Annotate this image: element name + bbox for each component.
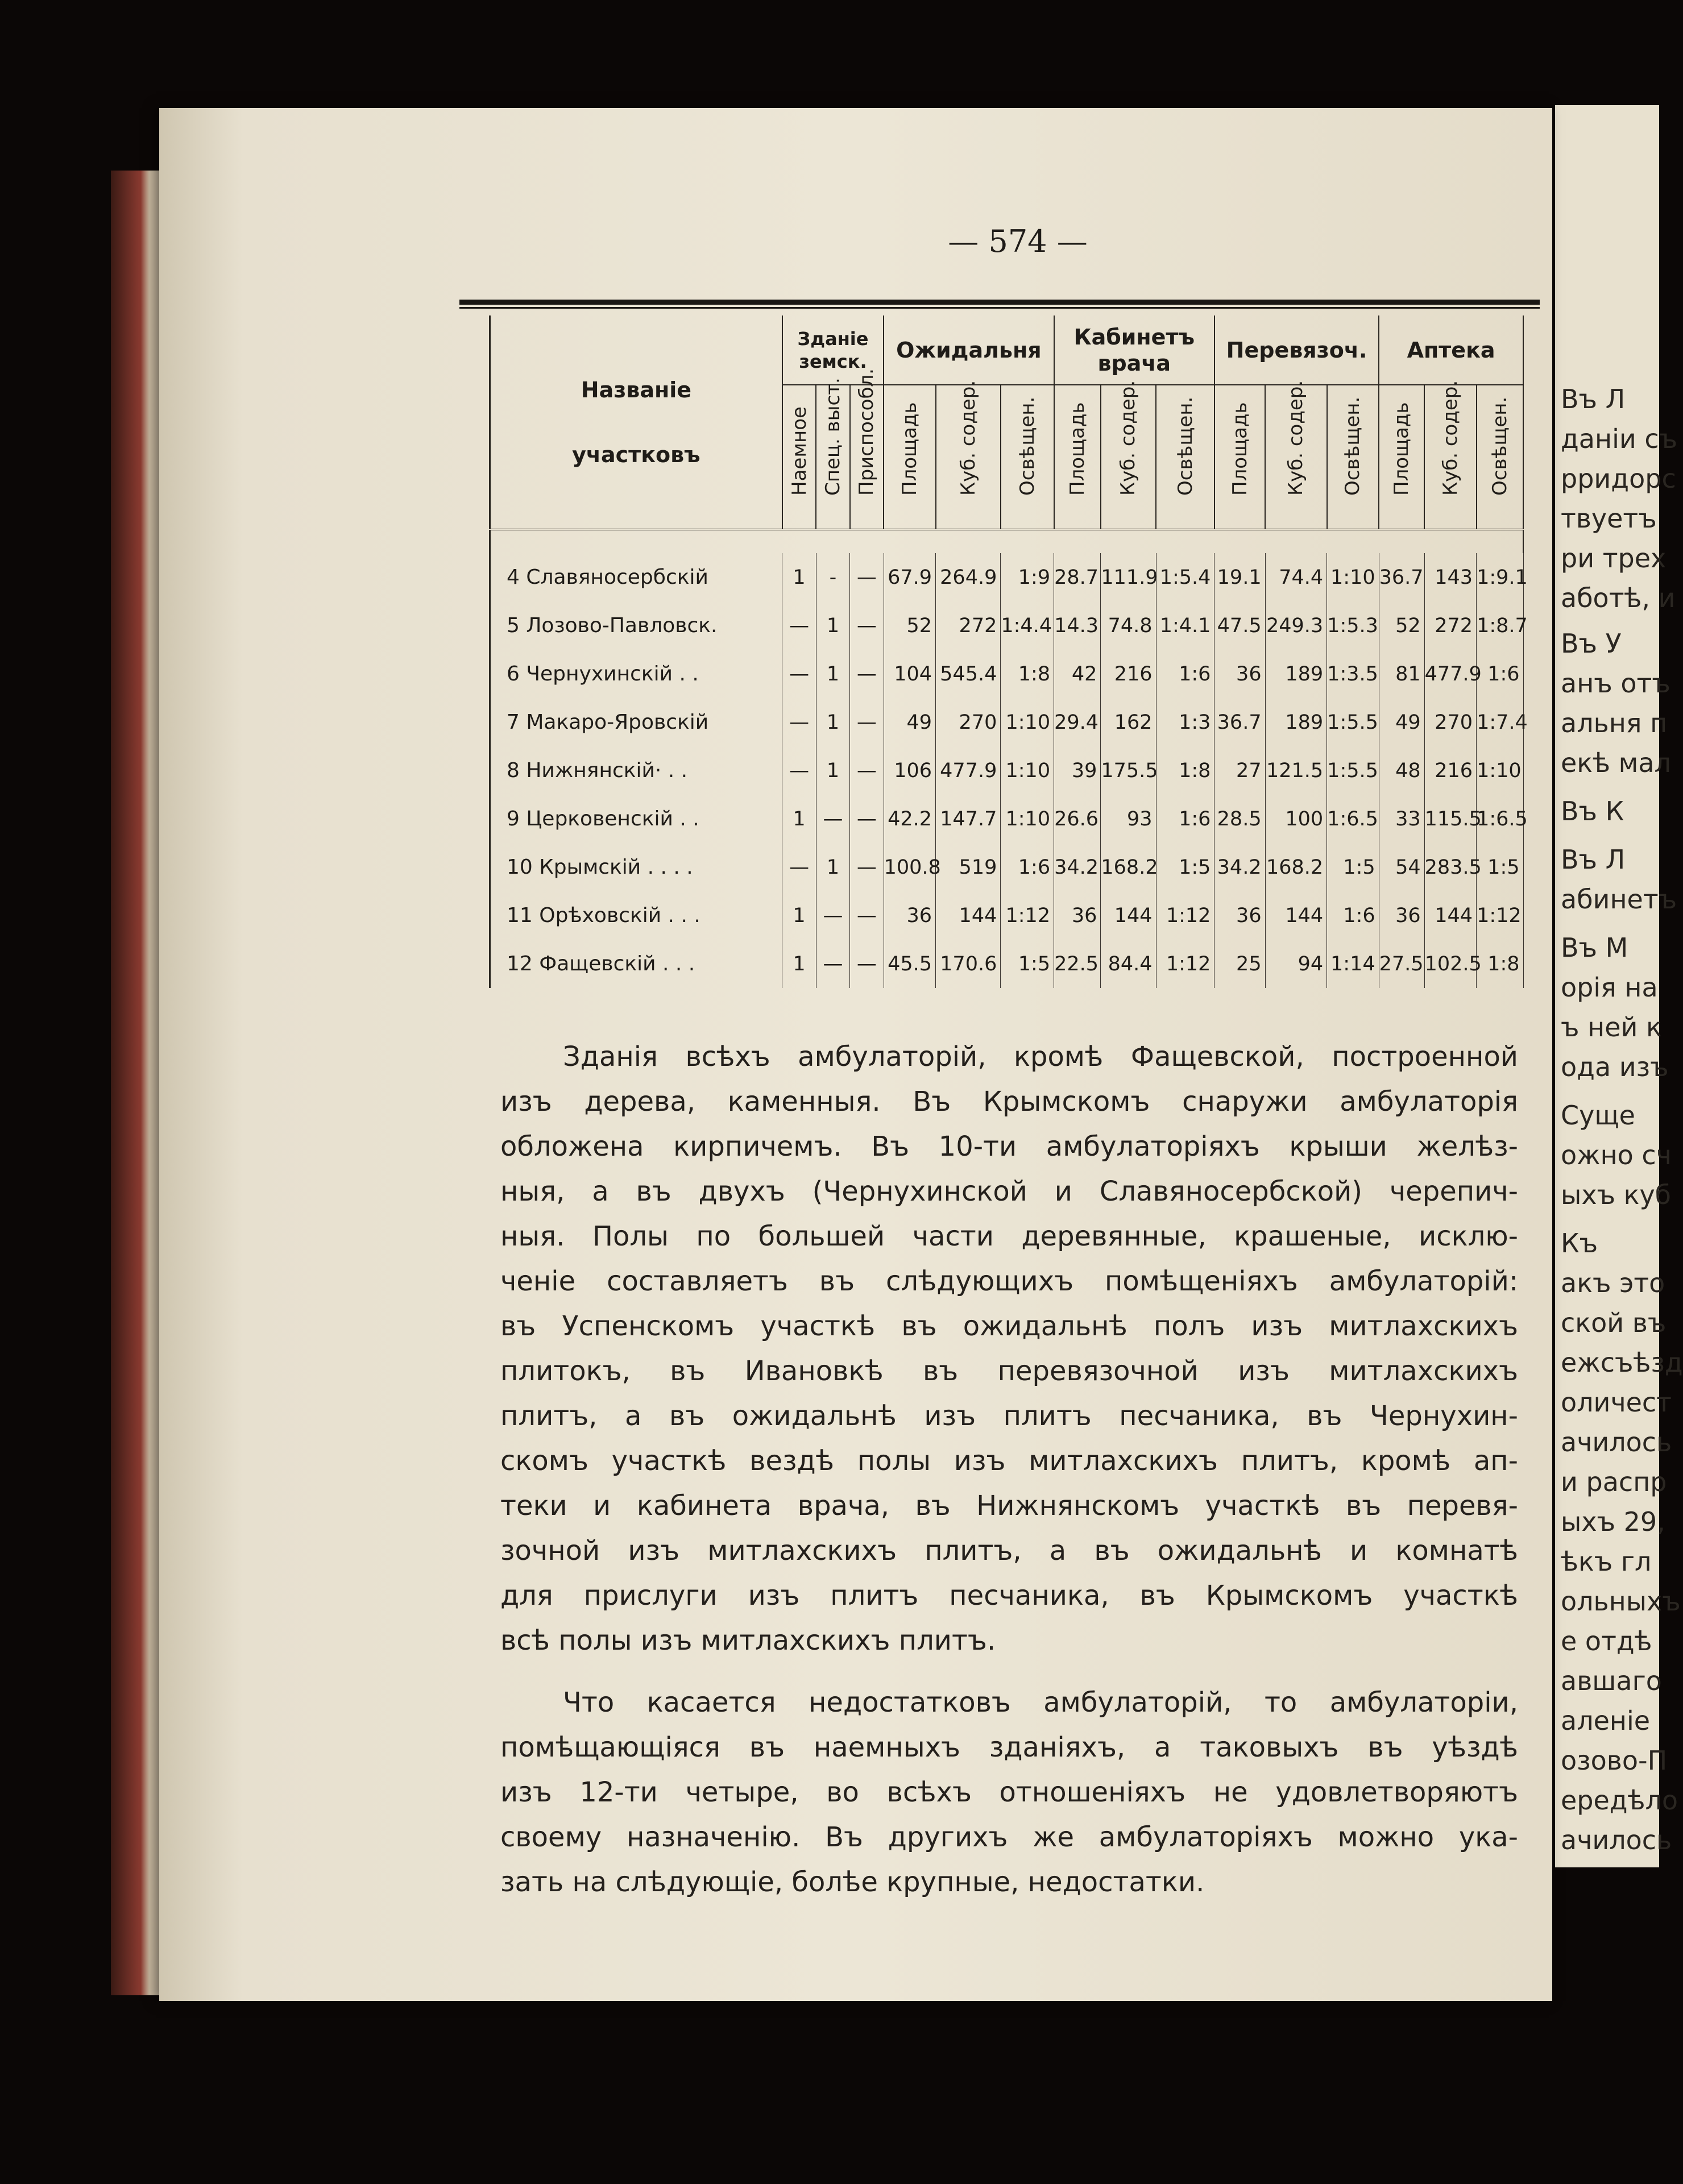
paragraph-2 [500,1680,1518,1905]
subheader-room-1-1-label: Куб. содер. [1117,380,1140,496]
value-cell: 1:5.5 [1327,746,1379,795]
value-cell: 144 [1101,891,1156,940]
name-column-header [490,315,782,530]
value-cell: 36 [1054,891,1101,940]
value-cell: 477.9 [936,746,1001,795]
next-page-text-fragment: акъ это [1561,1268,1665,1298]
text-line: Зданія всѣхъ амбулаторій, кромѣ Фащевской, построенной [563,1041,1518,1073]
group-header-building: Зданіе земск. [782,315,884,385]
building-purpose-built: 1 [816,746,849,795]
value-cell: 1:8 [1477,940,1523,988]
next-page-text-fragment: е отдѣ [1561,1626,1652,1656]
value-cell: 27.5 [1379,940,1424,988]
building-purpose-built: — [816,795,849,843]
value-cell: 1:8 [1001,650,1054,698]
table-row [490,843,1524,891]
value-cell: 1:12 [1001,891,1054,940]
table-row [490,698,1524,746]
table-row [490,746,1524,795]
value-cell: 49 [884,698,935,746]
value-cell: 1:6 [1156,795,1214,843]
table-body [490,553,1528,988]
next-page-text-fragment: озово-П [1561,1745,1668,1776]
next-page-text-fragment: и распр [1561,1467,1667,1497]
value-cell: 143 [1424,553,1476,601]
next-page-text-fragment: аленіе [1561,1705,1651,1736]
page-number: — 574 — [948,223,1088,259]
text-line: изъ 12-ти четыре, во всѣхъ отношеніяхъ не удовлетворяютъ [500,1776,1518,1808]
value-cell: 1:6 [1156,650,1214,698]
ambulatory-table [489,315,1528,1012]
top-rule-thick [459,300,1540,305]
text-line: плитъ, а въ ожидальнѣ изъ плитъ песчаника, въ Чернухин- [500,1400,1518,1432]
value-cell: 170.6 [936,940,1001,988]
value-cell: 168.2 [1101,843,1156,891]
value-cell: 19.1 [1214,553,1265,601]
district-name: 8 Нижнянскій· . . [490,746,782,795]
building-adapted: — [850,795,884,843]
subheader-building-2 [850,368,884,530]
value-cell: 1:5.4 [1156,553,1214,601]
district-name: 7 Макаро-Яровскій [490,698,782,746]
subheader-building-1 [816,377,849,530]
value-cell: 272 [1424,601,1476,650]
value-cell: 477.9 [1424,650,1476,698]
value-cell: 519 [936,843,1001,891]
text-line: ныя. Полы по большей части деревянные, крашеные, исклю- [500,1220,1518,1252]
value-cell: 115.5 [1424,795,1476,843]
next-page-text-fragment: ачилось [1561,1825,1672,1855]
district-name: 4 Славяносербскій [490,553,782,601]
value-cell: 216 [1424,746,1476,795]
name-header-line1: Названіе [581,377,692,402]
next-page-text-fragment: Въ Л [1561,844,1626,875]
next-page-fragment [1555,105,1683,1867]
value-cell: 1:5 [1327,843,1379,891]
value-cell: 175.5 [1101,746,1156,795]
value-cell: 27 [1214,746,1265,795]
table-row [490,650,1524,698]
subheader-room-3-2-label: Освѣщен. [1488,396,1511,496]
next-page-text-fragment: аботѣ, и [1561,583,1676,613]
value-cell: 36 [1214,650,1265,698]
text-line: теки и кабинета врача, въ Нижнянскомъ участкѣ въ перевя- [500,1490,1518,1522]
value-cell: 84.4 [1101,940,1156,988]
next-page-text-fragment: даніи съ [1561,423,1678,454]
value-cell: 1:5.5 [1327,698,1379,746]
next-page-text-fragment: ской въ [1561,1307,1667,1338]
next-page-text-fragment: Въ К [1561,796,1624,827]
building-purpose-built: 1 [816,601,849,650]
building-purpose-built: 1 [816,698,849,746]
building-rented: 1 [782,553,816,601]
building-rented: — [782,698,816,746]
subheader-room-0-1 [936,380,1001,530]
table-row [490,601,1524,650]
value-cell: 270 [1424,698,1476,746]
value-cell: 36 [884,891,935,940]
value-cell: 93 [1101,795,1156,843]
subheader-room-3-2 [1477,385,1523,530]
value-cell: 1:7.4 [1477,698,1523,746]
value-cell: 106 [884,746,935,795]
subheader-room-2-1-label: Куб. содер. [1284,380,1308,496]
value-cell: 1:6.5 [1477,795,1523,843]
table-row [490,553,1524,601]
building-rented: 1 [782,891,816,940]
district-name: 11 Орѣховскій . . . [490,891,782,940]
building-rented: 1 [782,940,816,988]
subheader-room-2-0 [1214,385,1265,530]
subheader-room-0-2-label: Освѣщен. [1015,396,1039,496]
paragraph-1 [500,1035,1518,1663]
value-cell: 100 [1265,795,1327,843]
value-cell: 1:10 [1001,698,1054,746]
value-cell: 42.2 [884,795,935,843]
building-rented: — [782,650,816,698]
value-cell: 216 [1101,650,1156,698]
next-page-text-fragment: ачилось [1561,1427,1672,1458]
value-cell: 144 [1265,891,1327,940]
name-header-line2: участковъ [572,442,700,467]
building-rented: — [782,746,816,795]
value-cell: 1:6 [1001,843,1054,891]
value-cell: 104 [884,650,935,698]
building-adapted: — [850,553,884,601]
value-cell: 1:14 [1327,940,1379,988]
next-page-text-fragment: ыхъ куб [1561,1180,1672,1210]
building-purpose-built: 1 [816,650,849,698]
value-cell: 1:9 [1001,553,1054,601]
subheader-room-2-1 [1265,380,1327,530]
body-text [500,1035,1518,1905]
building-adapted: — [850,843,884,891]
text-line: изъ дерева, каменныя. Въ Крымскомъ снаружи амбулаторія [500,1086,1518,1118]
value-cell: 249.3 [1265,601,1327,650]
value-cell: 33 [1379,795,1424,843]
next-page-text-fragment: ередѣло [1561,1785,1678,1816]
group-header-dressing-room: Перевязоч. [1214,315,1379,385]
subheader-room-0-1-label: Куб. содер. [956,380,980,496]
value-cell: 36.7 [1214,698,1265,746]
header-separator [490,530,1524,554]
group-header-waiting-room: Ожидальня [884,315,1054,385]
value-cell: 1:6 [1327,891,1379,940]
subheader-room-3-1 [1424,380,1476,530]
value-cell: 94 [1265,940,1327,988]
building-purpose-built: — [816,891,849,940]
next-page-text-fragment: анъ отъ [1561,668,1670,699]
text-line: плитокъ, въ Ивановкѣ въ перевязочной изъ митлахскихъ [500,1355,1518,1387]
next-page-text-fragment: Въ Л [1561,384,1626,414]
value-cell: 36 [1379,891,1424,940]
subheader-room-0-2 [1001,385,1054,530]
value-cell: 264.9 [936,553,1001,601]
next-page-text-fragment: ежсъѣзд [1561,1347,1683,1378]
next-page-text-fragment: альня п [1561,708,1668,738]
subheader-room-3-0 [1379,385,1424,530]
building-adapted: — [850,601,884,650]
subheader-room-2-2-label: Освѣщен. [1341,396,1365,496]
text-line: для прислуги изъ плитъ песчаника, въ Крымскомъ участкѣ [500,1580,1518,1612]
value-cell: 1:12 [1477,891,1523,940]
text-line: Что касается недостатковъ амбулаторій, то амбулаторіи, [563,1687,1518,1718]
value-cell: 100.8 [884,843,935,891]
building-adapted: — [850,698,884,746]
value-cell: 1:5 [1001,940,1054,988]
value-cell: 49 [1379,698,1424,746]
value-cell: 1:4.4 [1001,601,1054,650]
subheader-room-2-0-label: Площадь [1228,402,1251,496]
value-cell: 1:8.7 [1477,601,1523,650]
value-cell: 1:10 [1327,553,1379,601]
text-line: зочной изъ митлахскихъ плитъ, а въ ожидальнѣ и комнатѣ [500,1535,1518,1567]
value-cell: 272 [936,601,1001,650]
text-line: ныя, а въ двухъ (Чернухинской и Славяносербской) черепич- [500,1176,1518,1207]
value-cell: 81 [1379,650,1424,698]
building-purpose-built: - [816,553,849,601]
next-page-text-fragment: ѣкъ гл [1561,1546,1652,1577]
text-line: помѣщающіяся въ наемныхъ зданіяхъ, а таковыхъ въ уѣздѣ [500,1732,1518,1763]
value-cell: 144 [936,891,1001,940]
building-adapted: — [850,891,884,940]
value-cell: 162 [1101,698,1156,746]
value-cell: 48 [1379,746,1424,795]
next-page-text-fragment: ри трех [1561,543,1667,574]
value-cell: 1:12 [1156,940,1214,988]
table-row [490,891,1524,940]
value-cell: 168.2 [1265,843,1327,891]
value-cell: 1:5 [1156,843,1214,891]
value-cell: 47.5 [1214,601,1265,650]
text-line: скомъ участкѣ вездѣ полы изъ митлахскихъ плитъ, кромѣ ап- [500,1445,1518,1477]
value-cell: 54 [1379,843,1424,891]
value-cell: 102.5 [1424,940,1476,988]
building-rented: 1 [782,795,816,843]
next-page-text-fragment: оличест [1561,1387,1672,1418]
value-cell: 1:6.5 [1327,795,1379,843]
value-cell: 1:10 [1477,746,1523,795]
value-cell: 22.5 [1054,940,1101,988]
next-page-text-fragment: Къ [1561,1228,1598,1259]
value-cell: 1:3.5 [1327,650,1379,698]
subheader-room-0-0 [884,385,935,530]
top-rule-thin [459,307,1540,309]
next-page-text-fragment: рридорс [1561,463,1676,494]
subheader-building-1-label: Спец. выст. [821,377,844,496]
building-rented: — [782,843,816,891]
value-cell: 189 [1265,650,1327,698]
subheader-room-1-2-label: Освѣщен. [1174,396,1197,496]
value-cell: 144 [1424,891,1476,940]
value-cell: 1:10 [1001,746,1054,795]
value-cell: 74.4 [1265,553,1327,601]
value-cell: 45.5 [884,940,935,988]
subheader-building-0 [782,385,816,530]
district-name: 12 Фащевскій . . . [490,940,782,988]
next-page-text-fragment: Въ У [1561,628,1622,659]
value-cell: 1:12 [1156,891,1214,940]
next-page-text-fragment: ъ ней к [1561,1012,1662,1043]
value-cell: 147.7 [936,795,1001,843]
value-cell: 1:8 [1156,746,1214,795]
value-cell: 283.5 [1424,843,1476,891]
subheader-room-3-1-label: Куб. содер. [1439,380,1462,496]
subheader-building-0-label: Наемное [787,406,811,496]
next-page-text-fragment: орія на [1561,972,1658,1003]
next-page-text-fragment: ожно сч [1561,1140,1672,1170]
text-line: обложена кирпичемъ. Въ 10-ти амбулаторіяхъ крыши желѣз- [500,1131,1518,1162]
value-cell: 34.2 [1214,843,1265,891]
value-cell: 28.5 [1214,795,1265,843]
group-header-doctor-office: Кабинетъ врача [1054,315,1214,385]
text-line: въ Успенскомъ участкѣ въ ожидальнѣ полъ изъ митлахскихъ [500,1310,1518,1342]
value-cell: 29.4 [1054,698,1101,746]
value-cell: 14.3 [1054,601,1101,650]
subheader-room-0-0-label: Площадь [898,402,921,496]
value-cell: 1:5.3 [1327,601,1379,650]
next-page-text-fragment: Суще [1561,1100,1635,1131]
building-adapted: — [850,650,884,698]
table-row [490,940,1524,988]
value-cell: 52 [884,601,935,650]
value-cell: 1:3 [1156,698,1214,746]
subheader-room-1-0 [1054,385,1101,530]
group-header-pharmacy: Аптека [1379,315,1523,385]
next-page-text-fragment: твуетъ [1561,503,1657,534]
value-cell: 111.9 [1101,553,1156,601]
next-page-text-fragment: ольныхъ [1561,1586,1681,1617]
subheader-room-2-2 [1327,385,1379,530]
next-page-text-fragment: абинетъ [1561,884,1677,915]
value-cell: 25 [1214,940,1265,988]
value-cell: 74.8 [1101,601,1156,650]
value-cell: 28.7 [1054,553,1101,601]
value-cell: 1:4.1 [1156,601,1214,650]
table-row [490,795,1524,843]
value-cell: 1:6 [1477,650,1523,698]
next-page-text-fragment: Въ М [1561,932,1628,963]
value-cell: 52 [1379,601,1424,650]
district-name: 10 Крымскій . . . . [490,843,782,891]
value-cell: 1:10 [1001,795,1054,843]
subheader-room-1-2 [1156,385,1214,530]
value-cell: 1:9.1 [1477,553,1523,601]
value-cell: 270 [936,698,1001,746]
subheader-room-1-1 [1101,380,1156,530]
next-page-text-fragment: ода изъ [1561,1052,1669,1082]
text-line: всѣ полы изъ митлахскихъ плитъ. [500,1625,996,1656]
value-cell: 36.7 [1379,553,1424,601]
building-adapted: — [850,746,884,795]
building-adapted: — [850,940,884,988]
value-cell: 34.2 [1054,843,1101,891]
value-cell: 26.6 [1054,795,1101,843]
value-cell: 189 [1265,698,1327,746]
value-cell: 67.9 [884,553,935,601]
next-page-text-fragment: екѣ мал [1561,748,1671,778]
text-line: своему назначенію. Въ другихъ же амбулаторіяхъ можно ука- [500,1821,1518,1853]
value-cell: 39 [1054,746,1101,795]
district-name: 6 Чернухинскій . . [490,650,782,698]
text-line: зать на слѣдующіе, болѣе крупные, недостатки. [500,1866,1205,1898]
next-page-text-fragment: ыхъ 29, [1561,1506,1665,1537]
building-rented: — [782,601,816,650]
subheader-room-3-0-label: Площадь [1390,402,1413,496]
text-line: ченіе составляетъ въ слѣдующихъ помѣщеніяхъ амбулаторій: [500,1265,1518,1297]
value-cell: 545.4 [936,650,1001,698]
building-purpose-built: 1 [816,843,849,891]
value-cell: 1:5 [1477,843,1523,891]
subheader-building-2-label: Приспособл. [855,368,878,496]
value-cell: 36 [1214,891,1265,940]
value-cell: 42 [1054,650,1101,698]
building-purpose-built: — [816,940,849,988]
next-page-text-fragment: авшаго [1561,1666,1662,1696]
district-name: 5 Лозово-Павловск. [490,601,782,650]
district-name: 9 Церковенскій . . [490,795,782,843]
value-cell: 121.5 [1265,746,1327,795]
subheader-room-1-0-label: Площадь [1066,402,1089,496]
